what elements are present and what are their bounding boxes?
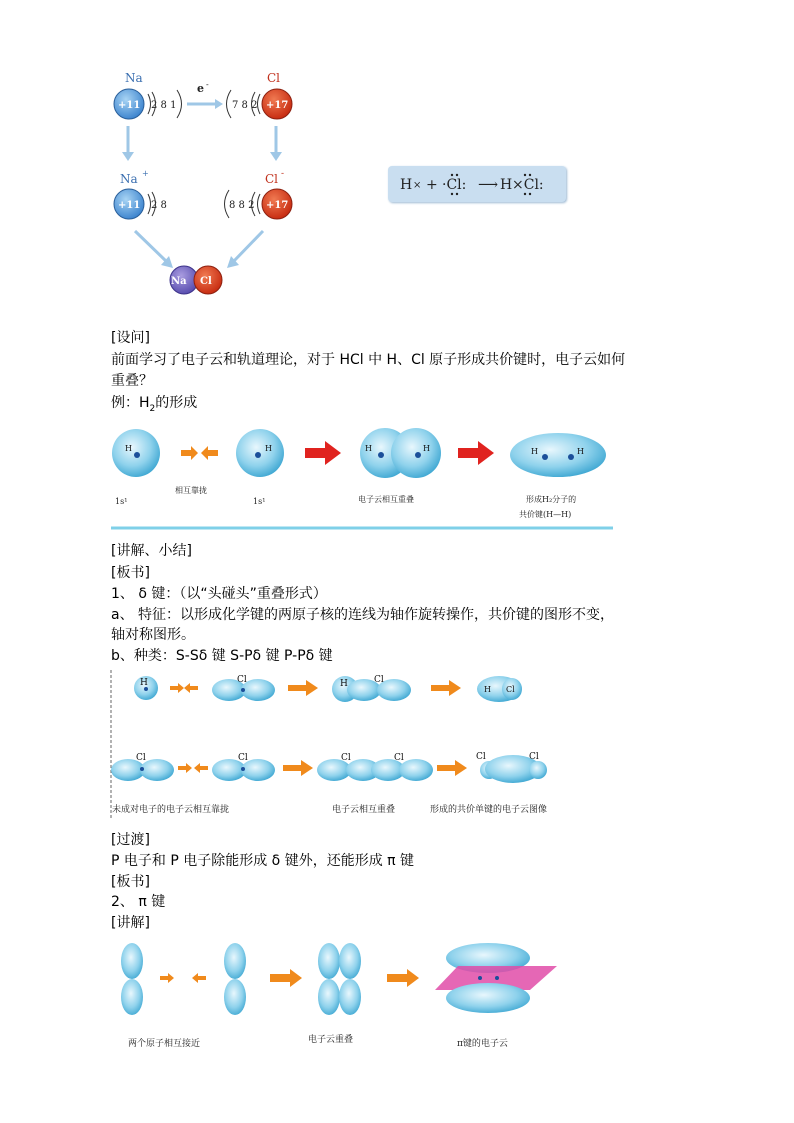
pi-bond-figure <box>110 938 565 1056</box>
svg-text:H: H <box>125 444 132 453</box>
svg-text:H: H <box>577 447 584 456</box>
caption-1s-left: 1s¹ <box>115 497 128 506</box>
svg-text:-: - <box>281 169 285 179</box>
pi-caption-right: π键的电子云 <box>457 1039 508 1049</box>
svg-text:+11: +11 <box>118 200 141 211</box>
svg-text:+: + <box>426 177 438 193</box>
hcl-electron-dot-formula <box>388 166 566 202</box>
caption-result-2: 共价键(H—H) <box>519 510 572 519</box>
sigma-bond-figure <box>108 670 608 822</box>
types-line: b、种类：S-Sδ 键 S-Pδ 键 P-Pδ 键 <box>111 648 333 664</box>
feature-line-1: a、 特征：以形成化学键的两原子核的连线为轴作旋转操作，共价键的图形不变， <box>111 607 615 623</box>
approach-arrow-right <box>181 446 198 460</box>
svg-text:H: H <box>423 444 430 453</box>
pi-heading: 2、 π 键 <box>111 894 166 910</box>
svg-text:Cl: Cl <box>237 675 247 685</box>
transition-line: P 电子和 P 电子除能形成 δ 键外，还能形成 π 键 <box>111 853 415 869</box>
svg-text:Cl: Cl <box>341 753 351 763</box>
formula-arrow: ⟶ <box>478 177 499 193</box>
formula-cl-left: ·Cl: <box>442 177 467 193</box>
sigma-heading: 1、 δ 键：（以“头碰头”重叠形式） <box>111 586 327 602</box>
board-tag-2: [板书] <box>111 874 150 890</box>
svg-text:+17: +17 <box>266 200 289 211</box>
na-ion-label: Na <box>120 172 138 186</box>
na-nucleus-charge: +11 <box>118 100 141 111</box>
cl-nucleus-charge: +17 <box>266 100 289 111</box>
question-tag: [设问] <box>111 330 150 346</box>
sigma-caption-left: 未成对电子的电子云相互靠拢 <box>112 805 230 815</box>
svg-text:Cl: Cl <box>238 753 248 763</box>
cl-ion-label: Cl <box>265 172 279 186</box>
overlap-arrow <box>305 441 341 465</box>
formula-h-right: H <box>500 177 513 193</box>
svg-text:Cl: Cl <box>374 675 384 685</box>
ionic-bond-figure <box>105 66 320 306</box>
board-tag: [板书] <box>111 565 150 581</box>
svg-text:H: H <box>265 444 272 453</box>
cl-shell-numbers: 7 8 2 <box>232 100 258 111</box>
svg-text:Cl: Cl <box>529 752 539 762</box>
svg-text:H: H <box>484 685 491 694</box>
svg-text:Cl: Cl <box>394 753 404 763</box>
caption-1s-right: 1s¹ <box>253 497 266 506</box>
svg-text:+: + <box>142 169 149 178</box>
h2-formation-figure <box>105 420 620 532</box>
h2-molecule-cloud <box>510 433 606 477</box>
svg-text:H: H <box>531 447 538 456</box>
pair-cl-label: Cl <box>200 276 212 287</box>
sigma-caption-right: 形成的共价单键的电子云图像 <box>430 805 548 815</box>
feature-line-2: 轴对称图形。 <box>111 627 195 643</box>
bond-arrow <box>458 441 494 465</box>
na-shell-numbers: 2 8 1 <box>151 100 177 111</box>
formula-cl-right: ×Cl: <box>512 177 544 193</box>
svg-text:Cl: Cl <box>476 752 486 762</box>
svg-text:Cl: Cl <box>506 685 515 694</box>
cl-ion-shells: 8 8 2 <box>229 200 255 211</box>
na-label: Na <box>125 71 143 85</box>
explain-tag-2: [讲解] <box>111 915 150 931</box>
caption-approach: 相互靠拢 <box>175 486 207 495</box>
caption-overlap: 电子云相互重叠 <box>358 495 414 504</box>
sigma-caption-mid: 电子云相互重叠 <box>332 805 396 815</box>
electron-label: e <box>197 82 204 95</box>
svg-text:H: H <box>340 679 348 689</box>
example-line: 例：$H_2$的形成 <box>111 395 198 414</box>
question-line-1: 前面学习了电子云和轨道理论，对于 HCl 中 H、Cl 原子形成共价键时，电子云如何 <box>111 352 626 368</box>
question-line-2: 重叠？ <box>111 373 153 389</box>
svg-text:H: H <box>140 678 148 688</box>
cl-label: Cl <box>267 71 281 85</box>
svg-text:Cl: Cl <box>136 753 146 763</box>
approach-arrow-left <box>201 446 218 460</box>
svg-text:H: H <box>365 444 372 453</box>
caption-result-1: 形成H₂分子的 <box>526 495 577 504</box>
svg-text:-: - <box>206 80 209 89</box>
svg-text:×: × <box>413 180 422 191</box>
formula-h-left: H <box>400 177 413 193</box>
transition-tag: [过渡] <box>111 832 150 848</box>
pair-na-label: Na <box>171 276 187 287</box>
pi-caption-left: 两个原子相互接近 <box>128 1039 201 1049</box>
pi-caption-mid: 电子云重叠 <box>308 1035 354 1045</box>
explain-tag: [讲解、小结] <box>111 543 192 559</box>
na-ion-shells: 2 8 <box>151 200 167 211</box>
